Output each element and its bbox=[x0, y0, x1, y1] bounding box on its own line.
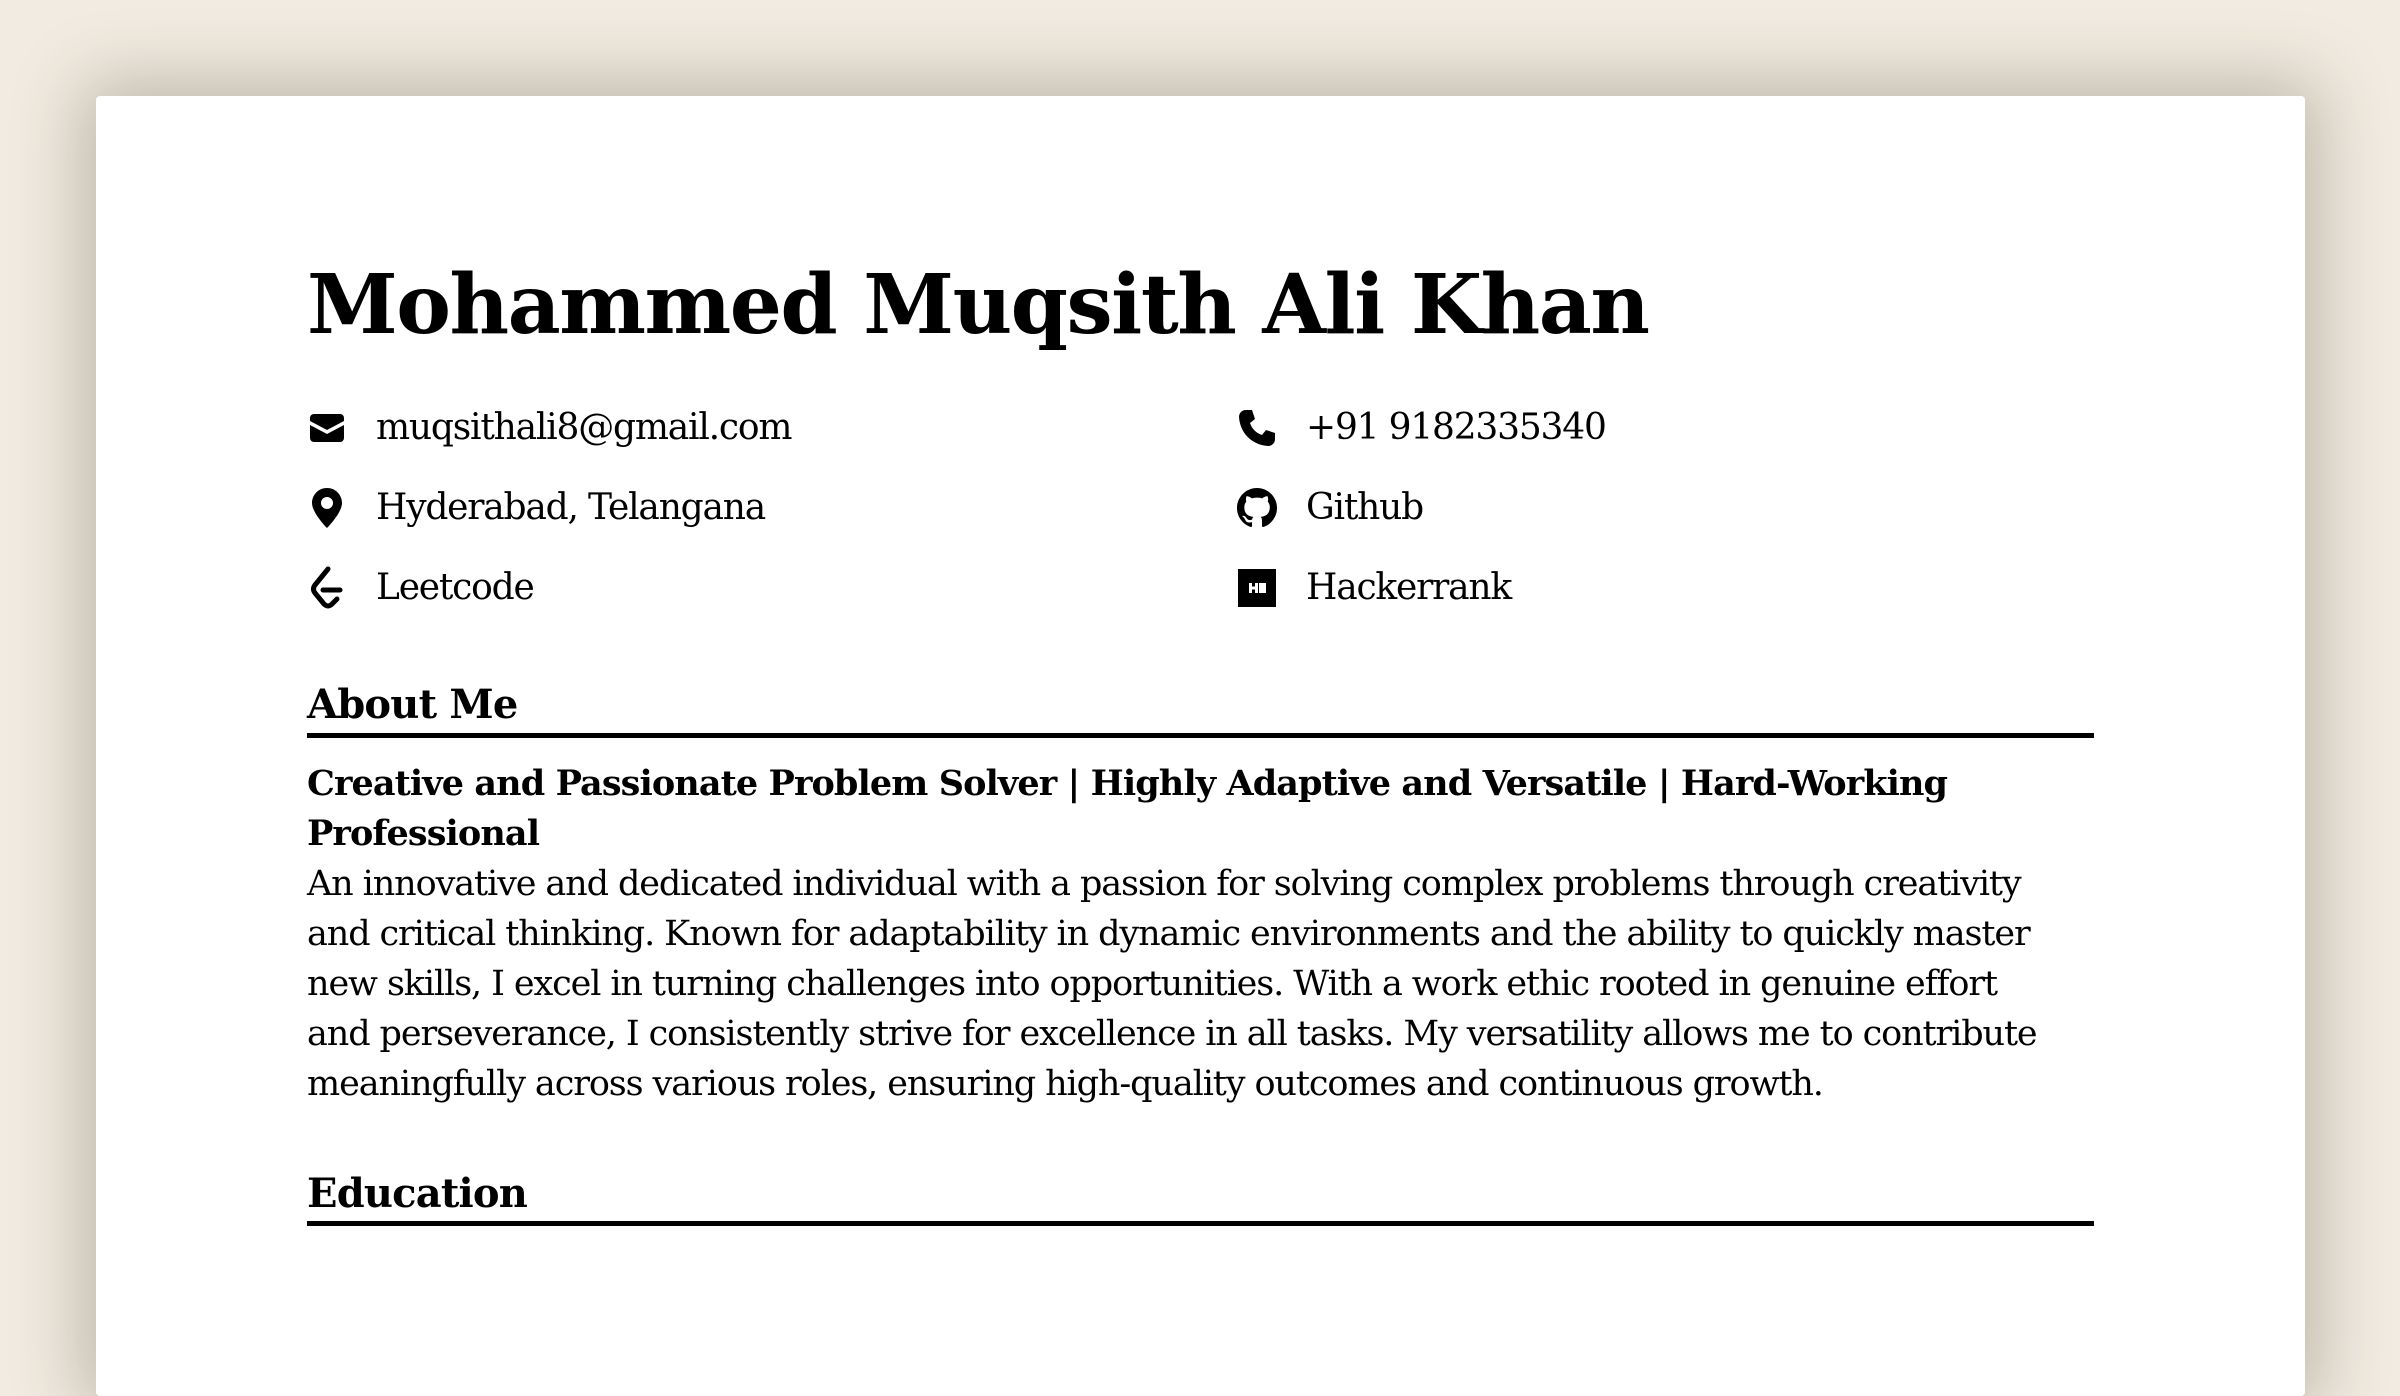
phone-icon bbox=[1237, 408, 1277, 448]
section-divider-education bbox=[307, 1221, 2094, 1226]
resume-page bbox=[96, 96, 2305, 1396]
about-description-line: and critical thinking. Known for adaptability in dynamic environments and the ability to quickly master bbox=[307, 914, 2030, 954]
contact-hackerrank-text: Hackerrank bbox=[1306, 567, 1512, 608]
contact-location-text: Hyderabad, Telangana bbox=[376, 487, 766, 528]
hackerrank-icon bbox=[1237, 568, 1277, 608]
envelope-icon bbox=[307, 408, 347, 448]
contact-email-text: muqsithali8@gmail.com bbox=[376, 407, 792, 448]
contact-leetcode-text: Leetcode bbox=[376, 567, 534, 608]
contact-email[interactable] bbox=[307, 403, 792, 453]
leetcode-icon bbox=[307, 568, 347, 608]
about-tagline-line: Creative and Passionate Problem Solver | Highly Adaptive and Versatile | Hard-Working bbox=[307, 763, 1948, 804]
contact-leetcode[interactable] bbox=[307, 563, 534, 613]
about-description-line: and perseverance, I consistently strive for excellence in all tasks. My versatility allows me to contribute bbox=[307, 1014, 2037, 1054]
candidate-name: Mohammed Muqsith Ali Khan bbox=[307, 257, 1649, 353]
section-title-education: Education bbox=[307, 1170, 528, 1217]
about-tagline bbox=[307, 759, 2107, 859]
contact-github-text: Github bbox=[1306, 487, 1423, 528]
about-description bbox=[307, 859, 2107, 1109]
contact-hackerrank[interactable] bbox=[1237, 563, 1512, 613]
contact-phone-text: +91 9182335340 bbox=[1306, 407, 1606, 448]
about-tagline-line: Professional bbox=[307, 813, 540, 854]
about-description-line: meaningfully across various roles, ensuring high-quality outcomes and continuous growth. bbox=[307, 1064, 1823, 1104]
section-title-about: About Me bbox=[307, 681, 518, 728]
contact-location bbox=[307, 483, 766, 533]
about-description-line: An innovative and dedicated individual with a passion for solving complex problems through creativity bbox=[307, 864, 2021, 904]
section-divider-about bbox=[307, 733, 2094, 738]
map-pin-icon bbox=[307, 488, 347, 528]
contact-github[interactable] bbox=[1237, 483, 1423, 533]
github-icon bbox=[1237, 488, 1277, 528]
contact-phone[interactable] bbox=[1237, 403, 1606, 453]
about-description-line: new skills, I excel in turning challenges into opportunities. With a work ethic rooted in genuine effort bbox=[307, 964, 1997, 1004]
